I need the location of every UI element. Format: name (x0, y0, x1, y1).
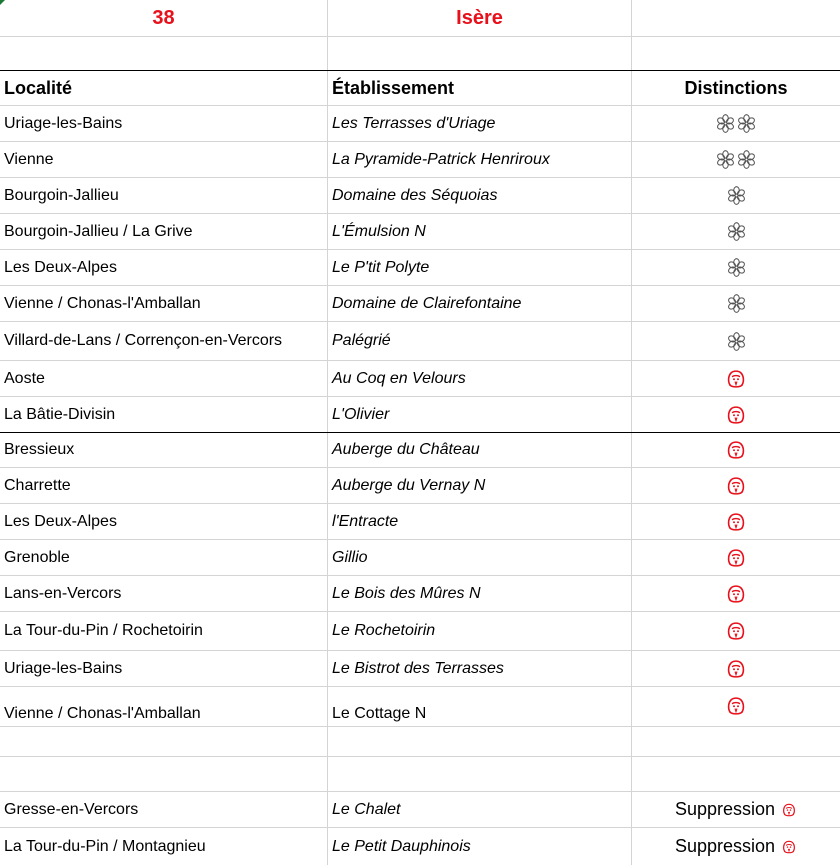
locality-cell-text: La Bâtie-Divisin (4, 405, 116, 423)
table-row (0, 106, 840, 141)
distinction-cell[interactable] (632, 286, 840, 321)
distinction-cell[interactable] (632, 322, 840, 360)
locality-cell-text: La Tour-du-Pin / Montagnieu (4, 837, 206, 855)
distinction-cell[interactable] (632, 178, 840, 213)
locality-cell-text: Aoste (4, 369, 45, 387)
establishment-cell[interactable] (328, 828, 632, 865)
locality-cell[interactable] (0, 250, 328, 285)
locality-cell-text: La Tour-du-Pin / Rochetoirin (4, 622, 203, 639)
table-row (0, 71, 840, 105)
locality-cell[interactable] (0, 504, 328, 539)
suppression-label (675, 799, 797, 820)
establishment-cell[interactable] (328, 612, 632, 650)
locality-cell-text: Les Deux-Alpes (4, 512, 117, 530)
empty-cell[interactable] (0, 757, 328, 791)
bib-gourmand-icon (725, 368, 747, 390)
establishment-cell[interactable] (328, 540, 632, 575)
column-header-distinctions-text: Distinctions (684, 77, 788, 98)
table-row (0, 504, 840, 539)
michelin-star-icon (727, 258, 746, 277)
establishment-cell[interactable] (328, 792, 632, 827)
distinction-cell[interactable] (632, 361, 840, 396)
michelin-star-icon (727, 332, 746, 351)
bib-gourmand-icon (725, 511, 747, 533)
establishment-cell-text: Le Cottage N (332, 705, 427, 722)
locality-cell[interactable] (0, 322, 328, 360)
distinction-cell[interactable] (632, 250, 840, 285)
locality-cell[interactable] (0, 142, 328, 177)
establishment-cell[interactable] (328, 106, 632, 141)
empty-cell[interactable] (632, 757, 840, 791)
empty-cell[interactable] (328, 757, 632, 791)
table-row (0, 651, 840, 686)
locality-cell[interactable] (0, 106, 328, 141)
establishment-cell[interactable] (328, 576, 632, 611)
establishment-cell[interactable] (328, 397, 632, 432)
distinction-cell[interactable] (632, 106, 840, 141)
michelin-star-icon (716, 114, 735, 133)
table-row (0, 540, 840, 575)
establishment-cell[interactable] (328, 142, 632, 177)
empty-cell[interactable] (328, 37, 632, 70)
establishment-cell[interactable] (328, 250, 632, 285)
locality-cell-text: Gresse-en-Vercors (4, 800, 139, 818)
empty-cell[interactable] (0, 727, 328, 756)
removal-cell[interactable] (632, 828, 840, 865)
michelin-star-icon (727, 294, 746, 313)
establishment-cell[interactable] (328, 361, 632, 396)
table-row (0, 727, 840, 756)
department-number[interactable] (0, 0, 328, 36)
empty-cell[interactable] (632, 0, 840, 36)
table-row (0, 286, 840, 321)
locality-cell[interactable] (0, 687, 328, 726)
suppression-text: Suppression (674, 836, 776, 856)
empty-cell[interactable] (0, 37, 328, 70)
establishment-cell-text: Le Bistrot des Terrasses (332, 659, 504, 677)
bib-gourmand-icon (725, 547, 747, 569)
locality-cell[interactable] (0, 576, 328, 611)
department-number-text: 38 (152, 6, 175, 29)
establishment-cell-text: La Pyramide-Patrick Henriroux (332, 150, 550, 168)
bib-gourmand-icon (781, 802, 797, 818)
establishment-cell-text: Le Bois des Mûres N (332, 584, 481, 602)
column-header-establishment[interactable] (328, 71, 632, 105)
column-header-locality[interactable] (0, 71, 328, 105)
establishment-cell-text: Le P'tit Polyte (332, 258, 430, 276)
table-row (0, 397, 840, 432)
table-row (0, 322, 840, 360)
locality-cell-text: Les Deux-Alpes (4, 258, 117, 276)
establishment-cell-text: l'Entracte (332, 512, 399, 530)
column-header-distinctions[interactable] (632, 71, 840, 105)
locality-cell[interactable] (0, 612, 328, 650)
bib-gourmand-icon (725, 695, 747, 717)
bib-gourmand-icon (725, 583, 747, 605)
locality-cell[interactable] (0, 178, 328, 213)
table-row (0, 828, 840, 865)
locality-cell-text: Vienne / Chonas-l'Amballan (4, 294, 201, 312)
establishment-cell-text: Auberge du Vernay N (332, 476, 486, 494)
distinction-cell[interactable] (632, 397, 840, 432)
establishment-cell-text: Le Petit Dauphinois (332, 837, 471, 855)
establishment-cell[interactable] (328, 178, 632, 213)
locality-cell-text: Charrette (4, 476, 71, 494)
michelin-star-icon (737, 150, 756, 169)
bib-gourmand-icon (725, 439, 747, 461)
locality-cell[interactable] (0, 828, 328, 865)
bib-gourmand-icon (781, 839, 797, 855)
empty-cell[interactable] (632, 727, 840, 756)
locality-cell[interactable] (0, 361, 328, 396)
locality-cell[interactable] (0, 792, 328, 827)
establishment-cell-text: Domaine des Séquoias (332, 186, 498, 204)
distinction-cell[interactable] (632, 540, 840, 575)
establishment-cell-text: Le Chalet (332, 800, 401, 818)
suppression-text: Suppression (674, 799, 776, 819)
empty-cell[interactable] (632, 37, 840, 70)
locality-cell[interactable] (0, 651, 328, 686)
bib-gourmand-icon (725, 620, 747, 642)
locality-cell[interactable] (0, 214, 328, 249)
michelin-star-icon (737, 114, 756, 133)
table-row (0, 361, 840, 396)
locality-cell[interactable] (0, 397, 328, 432)
bib-gourmand-icon (725, 475, 747, 497)
table-row (0, 178, 840, 213)
locality-cell-text: Villard-de-Lans / Corrençon-en-Vercors (4, 332, 283, 349)
locality-cell[interactable] (0, 540, 328, 575)
distinction-cell[interactable] (632, 504, 840, 539)
locality-cell-text: Uriage-les-Bains (4, 114, 123, 132)
table-row (0, 757, 840, 791)
establishment-cell[interactable] (328, 433, 632, 467)
distinction-cell[interactable] (632, 468, 840, 503)
establishment-cell-text: Domaine de Clairefontaine (332, 294, 522, 312)
establishment-cell[interactable] (328, 651, 632, 686)
table-row (0, 214, 840, 249)
removal-cell[interactable] (632, 792, 840, 827)
table-row (0, 250, 840, 285)
establishment-cell[interactable] (328, 687, 632, 726)
michelin-star-icon (716, 150, 735, 169)
table-row (0, 468, 840, 503)
table-row (0, 576, 840, 611)
locality-cell-text: Bressieux (4, 441, 75, 458)
distinction-cell[interactable] (632, 214, 840, 249)
establishment-cell-text: Auberge du Château (332, 441, 480, 458)
distinction-cell[interactable] (632, 576, 840, 611)
michelin-star-icon (727, 222, 746, 241)
establishment-cell[interactable] (328, 322, 632, 360)
department-name[interactable] (328, 0, 632, 36)
table-row (0, 142, 840, 177)
locality-cell-text: Lans-en-Vercors (4, 584, 122, 602)
establishment-cell-text: L'Olivier (332, 405, 390, 423)
table-row (0, 37, 840, 70)
locality-cell[interactable] (0, 433, 328, 467)
suppression-label (675, 836, 797, 857)
department-name-text: Isère (456, 6, 503, 29)
distinction-cell[interactable] (632, 142, 840, 177)
distinction-cell[interactable] (632, 433, 840, 467)
bib-gourmand-icon (725, 658, 747, 680)
table-row (0, 0, 840, 36)
table-row (0, 792, 840, 827)
establishment-cell[interactable] (328, 286, 632, 321)
establishment-cell-text: Gillio (332, 548, 368, 566)
establishment-cell-text: Le Rochetoirin (332, 622, 436, 639)
locality-cell-text: Bourgoin-Jallieu / La Grive (4, 222, 193, 240)
establishment-cell[interactable] (328, 214, 632, 249)
establishment-cell-text: Au Coq en Velours (332, 369, 466, 387)
table-row (0, 687, 840, 726)
establishment-cell[interactable] (328, 468, 632, 503)
distinction-cell[interactable] (632, 612, 840, 650)
table-row (0, 612, 840, 650)
column-header-establishment-text: Établissement (332, 77, 455, 98)
table-row (0, 433, 840, 467)
locality-cell[interactable] (0, 286, 328, 321)
column-header-locality-text: Localité (4, 77, 73, 98)
establishment-cell-text: Les Terrasses d'Uriage (332, 114, 496, 132)
distinction-cell[interactable] (632, 651, 840, 686)
locality-cell-text: Vienne (4, 150, 54, 168)
locality-cell-text: Bourgoin-Jallieu (4, 186, 119, 204)
locality-cell-text: Grenoble (4, 548, 70, 566)
establishment-cell-text: Palégrié (332, 332, 391, 349)
locality-cell-text: Uriage-les-Bains (4, 659, 123, 677)
establishment-cell[interactable] (328, 504, 632, 539)
empty-cell[interactable] (328, 727, 632, 756)
locality-cell-text: Vienne / Chonas-l'Amballan (4, 705, 201, 722)
establishment-cell-text: L'Émulsion N (332, 222, 426, 240)
locality-cell[interactable] (0, 468, 328, 503)
bib-gourmand-icon (725, 404, 747, 426)
michelin-star-icon (727, 186, 746, 205)
distinction-cell[interactable] (632, 687, 840, 726)
